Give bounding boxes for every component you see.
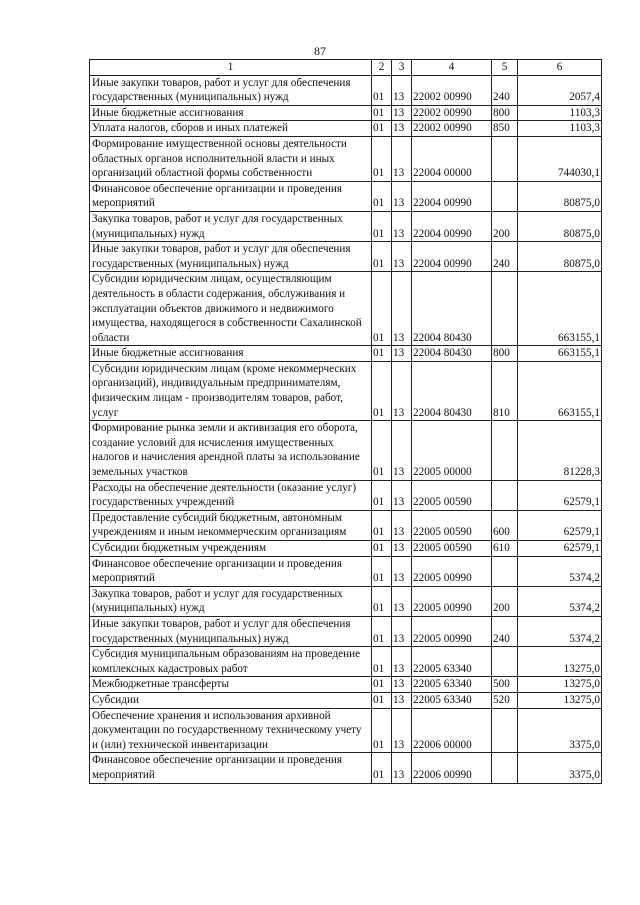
expense-type-code: 600 xyxy=(492,510,518,540)
row-description: Финансовое обеспечение организации и проведения мероприятий xyxy=(90,556,372,586)
column-header: 1 xyxy=(90,60,372,76)
row-description: Субсидия муниципальным образованиям на проведение комплексных кадастровых работ xyxy=(90,647,372,677)
amount: 13275,0 xyxy=(518,677,602,693)
row-description: Формирование имущественной основы деятельности областных органов исполнительной власти и иных организаций областной формы собственности xyxy=(90,136,372,181)
row-description: Иные бюджетные ассигнования xyxy=(90,105,372,121)
expense-type-code xyxy=(492,647,518,677)
amount: 2057,4 xyxy=(518,75,602,105)
expense-type-code xyxy=(492,136,518,181)
target-article-code: 22005 63340 xyxy=(412,647,492,677)
column-header: 3 xyxy=(392,60,412,76)
budget-table xyxy=(89,59,602,784)
section-code: 01 xyxy=(372,105,392,121)
table-row xyxy=(90,105,602,121)
row-description: Уплата налогов, сборов и иных платежей xyxy=(90,121,372,137)
table-row xyxy=(90,421,602,480)
amount: 5374,2 xyxy=(518,556,602,586)
table-row xyxy=(90,541,602,557)
section-code: 01 xyxy=(372,753,392,783)
target-article-code: 22004 80430 xyxy=(412,346,492,362)
expense-type-code: 810 xyxy=(492,361,518,420)
subsection-code: 13 xyxy=(392,272,412,346)
column-header: 4 xyxy=(412,60,492,76)
row-description: Субсидии юридическим лицам (кроме некоммерческих организаций), индивидуальным предпринимателям, физическим лицам - производителям товаров, работ, услуг xyxy=(90,361,372,420)
subsection-code: 13 xyxy=(392,136,412,181)
row-description: Субсидии юридическим лицам, осуществляющим деятельность в области содержания, обслуживания и эксплуатации объектов движимого и недвижимого имущества, находящегося в собственности Сахалинской области xyxy=(90,272,372,346)
expense-type-code: 800 xyxy=(492,346,518,362)
row-description: Предоставление субсидий бюджетным, автономным учреждениям и иным некоммерческим организациям xyxy=(90,510,372,540)
expense-type-code: 610 xyxy=(492,541,518,557)
subsection-code: 13 xyxy=(392,105,412,121)
row-description: Формирование рынка земли и активизация его оборота, создание условий для исчисления имущественных налогов и начисления арендной платы за использование земельных участков xyxy=(90,421,372,480)
amount: 81228,3 xyxy=(518,421,602,480)
subsection-code: 13 xyxy=(392,242,412,272)
section-code: 01 xyxy=(372,510,392,540)
section-code: 01 xyxy=(372,541,392,557)
section-code: 01 xyxy=(372,121,392,137)
table-row xyxy=(90,361,602,420)
subsection-code: 13 xyxy=(392,121,412,137)
amount: 62579,1 xyxy=(518,510,602,540)
target-article-code: 22004 00000 xyxy=(412,136,492,181)
expense-type-code: 850 xyxy=(492,121,518,137)
table-row xyxy=(90,480,602,510)
section-code: 01 xyxy=(372,692,392,708)
subsection-code: 13 xyxy=(392,677,412,693)
expense-type-code xyxy=(492,708,518,753)
target-article-code: 22006 00990 xyxy=(412,753,492,783)
expense-type-code: 200 xyxy=(492,211,518,241)
subsection-code: 13 xyxy=(392,541,412,557)
table-header-row xyxy=(90,60,602,76)
subsection-code: 13 xyxy=(392,586,412,616)
section-code: 01 xyxy=(372,211,392,241)
section-code: 01 xyxy=(372,75,392,105)
table-row xyxy=(90,510,602,540)
table-row xyxy=(90,211,602,241)
amount: 3375,0 xyxy=(518,753,602,783)
expense-type-code xyxy=(492,181,518,211)
subsection-code: 13 xyxy=(392,510,412,540)
target-article-code: 22005 00990 xyxy=(412,616,492,646)
table-row xyxy=(90,692,602,708)
subsection-code: 13 xyxy=(392,421,412,480)
target-article-code: 22005 00590 xyxy=(412,510,492,540)
table-row xyxy=(90,556,602,586)
subsection-code: 13 xyxy=(392,346,412,362)
table-row xyxy=(90,753,602,783)
expense-type-code xyxy=(492,272,518,346)
target-article-code: 22005 00000 xyxy=(412,421,492,480)
column-header: 2 xyxy=(372,60,392,76)
amount: 13275,0 xyxy=(518,647,602,677)
section-code: 01 xyxy=(372,242,392,272)
expense-type-code: 520 xyxy=(492,692,518,708)
section-code: 01 xyxy=(372,616,392,646)
target-article-code: 22006 00000 xyxy=(412,708,492,753)
section-code: 01 xyxy=(372,480,392,510)
column-header: 5 xyxy=(492,60,518,76)
amount: 744030,1 xyxy=(518,136,602,181)
table-row xyxy=(90,708,602,753)
amount: 62579,1 xyxy=(518,541,602,557)
subsection-code: 13 xyxy=(392,708,412,753)
target-article-code: 22005 63340 xyxy=(412,677,492,693)
expense-type-code xyxy=(492,556,518,586)
table-row xyxy=(90,181,602,211)
table-row xyxy=(90,586,602,616)
section-code: 01 xyxy=(372,421,392,480)
subsection-code: 13 xyxy=(392,556,412,586)
row-description: Иные закупки товаров, работ и услуг для обеспечения государственных (муниципальных) нужд xyxy=(90,616,372,646)
table-row xyxy=(90,272,602,346)
expense-type-code: 500 xyxy=(492,677,518,693)
row-description: Закупка товаров, работ и услуг для государственных (муниципальных) нужд xyxy=(90,211,372,241)
section-code: 01 xyxy=(372,346,392,362)
subsection-code: 13 xyxy=(392,211,412,241)
table-row xyxy=(90,616,602,646)
subsection-code: 13 xyxy=(392,647,412,677)
section-code: 01 xyxy=(372,272,392,346)
subsection-code: 13 xyxy=(392,75,412,105)
expense-type-code: 240 xyxy=(492,616,518,646)
row-description: Обеспечение хранения и использования архивной документации по государственному техническому учету и (или) технической инвентаризации xyxy=(90,708,372,753)
target-article-code: 22004 80430 xyxy=(412,272,492,346)
amount: 80875,0 xyxy=(518,242,602,272)
amount: 62579,1 xyxy=(518,480,602,510)
target-article-code: 22004 00990 xyxy=(412,211,492,241)
section-code: 01 xyxy=(372,556,392,586)
amount: 1103,3 xyxy=(518,105,602,121)
target-article-code: 22005 00590 xyxy=(412,480,492,510)
section-code: 01 xyxy=(372,361,392,420)
table-row xyxy=(90,121,602,137)
row-description: Субсидии бюджетным учреждениям xyxy=(90,541,372,557)
target-article-code: 22002 00990 xyxy=(412,105,492,121)
expense-type-code xyxy=(492,480,518,510)
table-row xyxy=(90,647,602,677)
amount: 5374,2 xyxy=(518,586,602,616)
table-row xyxy=(90,136,602,181)
subsection-code: 13 xyxy=(392,181,412,211)
row-description: Субсидии xyxy=(90,692,372,708)
target-article-code: 22004 80430 xyxy=(412,361,492,420)
table-row xyxy=(90,677,602,693)
row-description: Финансовое обеспечение организации и проведения мероприятий xyxy=(90,753,372,783)
table-row xyxy=(90,75,602,105)
section-code: 01 xyxy=(372,677,392,693)
subsection-code: 13 xyxy=(392,753,412,783)
amount: 663155,1 xyxy=(518,361,602,420)
section-code: 01 xyxy=(372,708,392,753)
amount: 3375,0 xyxy=(518,708,602,753)
target-article-code: 22005 63340 xyxy=(412,692,492,708)
target-article-code: 22004 00990 xyxy=(412,181,492,211)
amount: 663155,1 xyxy=(518,272,602,346)
target-article-code: 22004 00990 xyxy=(412,242,492,272)
table-row xyxy=(90,346,602,362)
row-description: Иные бюджетные ассигнования xyxy=(90,346,372,362)
amount: 80875,0 xyxy=(518,211,602,241)
page-number: 87 xyxy=(314,44,326,58)
expense-type-code xyxy=(492,753,518,783)
section-code: 01 xyxy=(372,181,392,211)
section-code: 01 xyxy=(372,136,392,181)
target-article-code: 22005 00990 xyxy=(412,586,492,616)
row-description: Межбюджетные трансферты xyxy=(90,677,372,693)
expense-type-code: 240 xyxy=(492,75,518,105)
amount: 663155,1 xyxy=(518,346,602,362)
amount: 13275,0 xyxy=(518,692,602,708)
subsection-code: 13 xyxy=(392,692,412,708)
table-row xyxy=(90,242,602,272)
subsection-code: 13 xyxy=(392,361,412,420)
expense-type-code: 200 xyxy=(492,586,518,616)
column-header: 6 xyxy=(518,60,602,76)
target-article-code: 22005 00590 xyxy=(412,541,492,557)
table-body xyxy=(90,75,602,783)
amount: 1103,3 xyxy=(518,121,602,137)
expense-type-code: 800 xyxy=(492,105,518,121)
row-description: Расходы на обеспечение деятельности (оказание услуг) государственных учреждений xyxy=(90,480,372,510)
target-article-code: 22002 00990 xyxy=(412,75,492,105)
row-description: Иные закупки товаров, работ и услуг для обеспечения государственных (муниципальных) нужд xyxy=(90,242,372,272)
section-code: 01 xyxy=(372,586,392,616)
row-description: Финансовое обеспечение организации и проведения мероприятий xyxy=(90,181,372,211)
amount: 80875,0 xyxy=(518,181,602,211)
amount: 5374,2 xyxy=(518,616,602,646)
row-description: Иные закупки товаров, работ и услуг для обеспечения государственных (муниципальных) нужд xyxy=(90,75,372,105)
row-description: Закупка товаров, работ и услуг для государственных (муниципальных) нужд xyxy=(90,586,372,616)
expense-type-code: 240 xyxy=(492,242,518,272)
subsection-code: 13 xyxy=(392,616,412,646)
target-article-code: 22002 00990 xyxy=(412,121,492,137)
section-code: 01 xyxy=(372,647,392,677)
expense-type-code xyxy=(492,421,518,480)
subsection-code: 13 xyxy=(392,480,412,510)
target-article-code: 22005 00990 xyxy=(412,556,492,586)
